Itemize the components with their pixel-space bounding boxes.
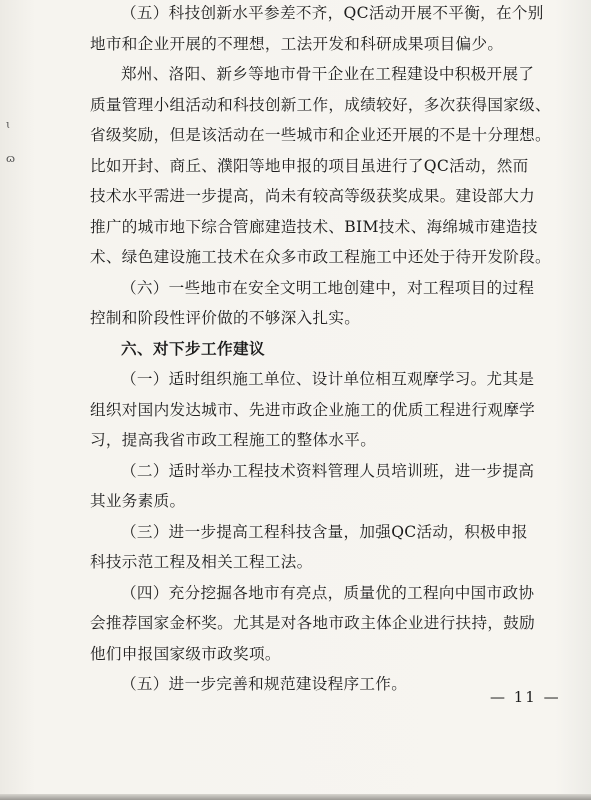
section-heading: 六、对下步工作建议 xyxy=(121,339,265,358)
recommendation-item xyxy=(90,364,573,456)
recommendation-item xyxy=(90,517,573,578)
page-number: — 11 — xyxy=(490,688,561,706)
text-line: （一）适时组织施工单位、设计单位相互观摩学习。尤其是 xyxy=(121,370,535,388)
scan-mark: ɷ xyxy=(6,152,16,165)
recommendation-item xyxy=(90,578,573,670)
paragraph-safety-sites xyxy=(90,273,573,334)
scan-edge xyxy=(0,794,591,800)
text-line: 郑州、洛阳、新乡等地市骨干企业在工程建设中积极开展了 xyxy=(121,65,535,83)
text-line: （四）充分挖掘各地市有亮点，质量优的工程向中国市政协 xyxy=(121,583,535,602)
scan-mark: ɩ xyxy=(6,118,11,131)
paragraph-qc-activities xyxy=(90,59,573,273)
text-line: 地市和企业开展的不理想，工法开发和科研成果项目偏少。 xyxy=(90,34,504,53)
text-line: （五）进一步完善和规范建设程序工作。 xyxy=(121,675,408,693)
text-line: 习，提高我省市政工程施工的整体水平。 xyxy=(90,431,377,449)
text-line: 会推荐国家金杯奖。尤其是对各地市政主体企业进行扶持，鼓励 xyxy=(90,614,536,632)
text-line: 推广的城市地下综合管廊建造技术、BIM技术、海绵城市建造技 xyxy=(90,217,538,236)
text-line: 技术水平需进一步提高，尚未有较高等级获奖成果。建设部大力 xyxy=(90,187,536,205)
text-line: 其业务素质。 xyxy=(90,492,186,510)
text-line: 控制和阶段性评价做的不够深入扎实。 xyxy=(90,309,361,327)
text-line: （五）科技创新水平参差不齐，QC活动开展不平衡，在个别 xyxy=(121,4,544,22)
text-line: （二）适时举办工程技术资料管理人员培训班，进一步提高 xyxy=(121,461,535,480)
text-line: 组织对国内发达城市、先进市政企业施工的优质工程进行观摩学 xyxy=(90,400,536,419)
text-line: 比如开封、商丘、濮阳等地申报的项目虽进行了QC活动，然而 xyxy=(90,156,529,175)
text-line: 术、绿色建设施工技术在众多市政工程施工中还处于待开发阶段。 xyxy=(90,248,551,266)
text-line: 省级奖励，但是该活动在一些城市和企业还开展的不是十分理想。 xyxy=(90,126,551,144)
paragraph-science-innovation xyxy=(90,0,573,59)
text-line: （六）一些地市在安全文明工地创建中，对工程项目的过程 xyxy=(121,278,535,297)
recommendation-item xyxy=(90,456,573,517)
text-line: 他们申报国家级市政奖项。 xyxy=(90,644,281,663)
text-line: 质量管理小组活动和科技创新工作，成绩较好，多次获得国家级、 xyxy=(90,95,551,114)
document-body xyxy=(90,0,573,700)
text-line: 科技示范工程及相关工程工法。 xyxy=(90,553,313,571)
text-line: （三）进一步提高工程科技含量，加强QC活动，积极申报 xyxy=(121,522,528,541)
